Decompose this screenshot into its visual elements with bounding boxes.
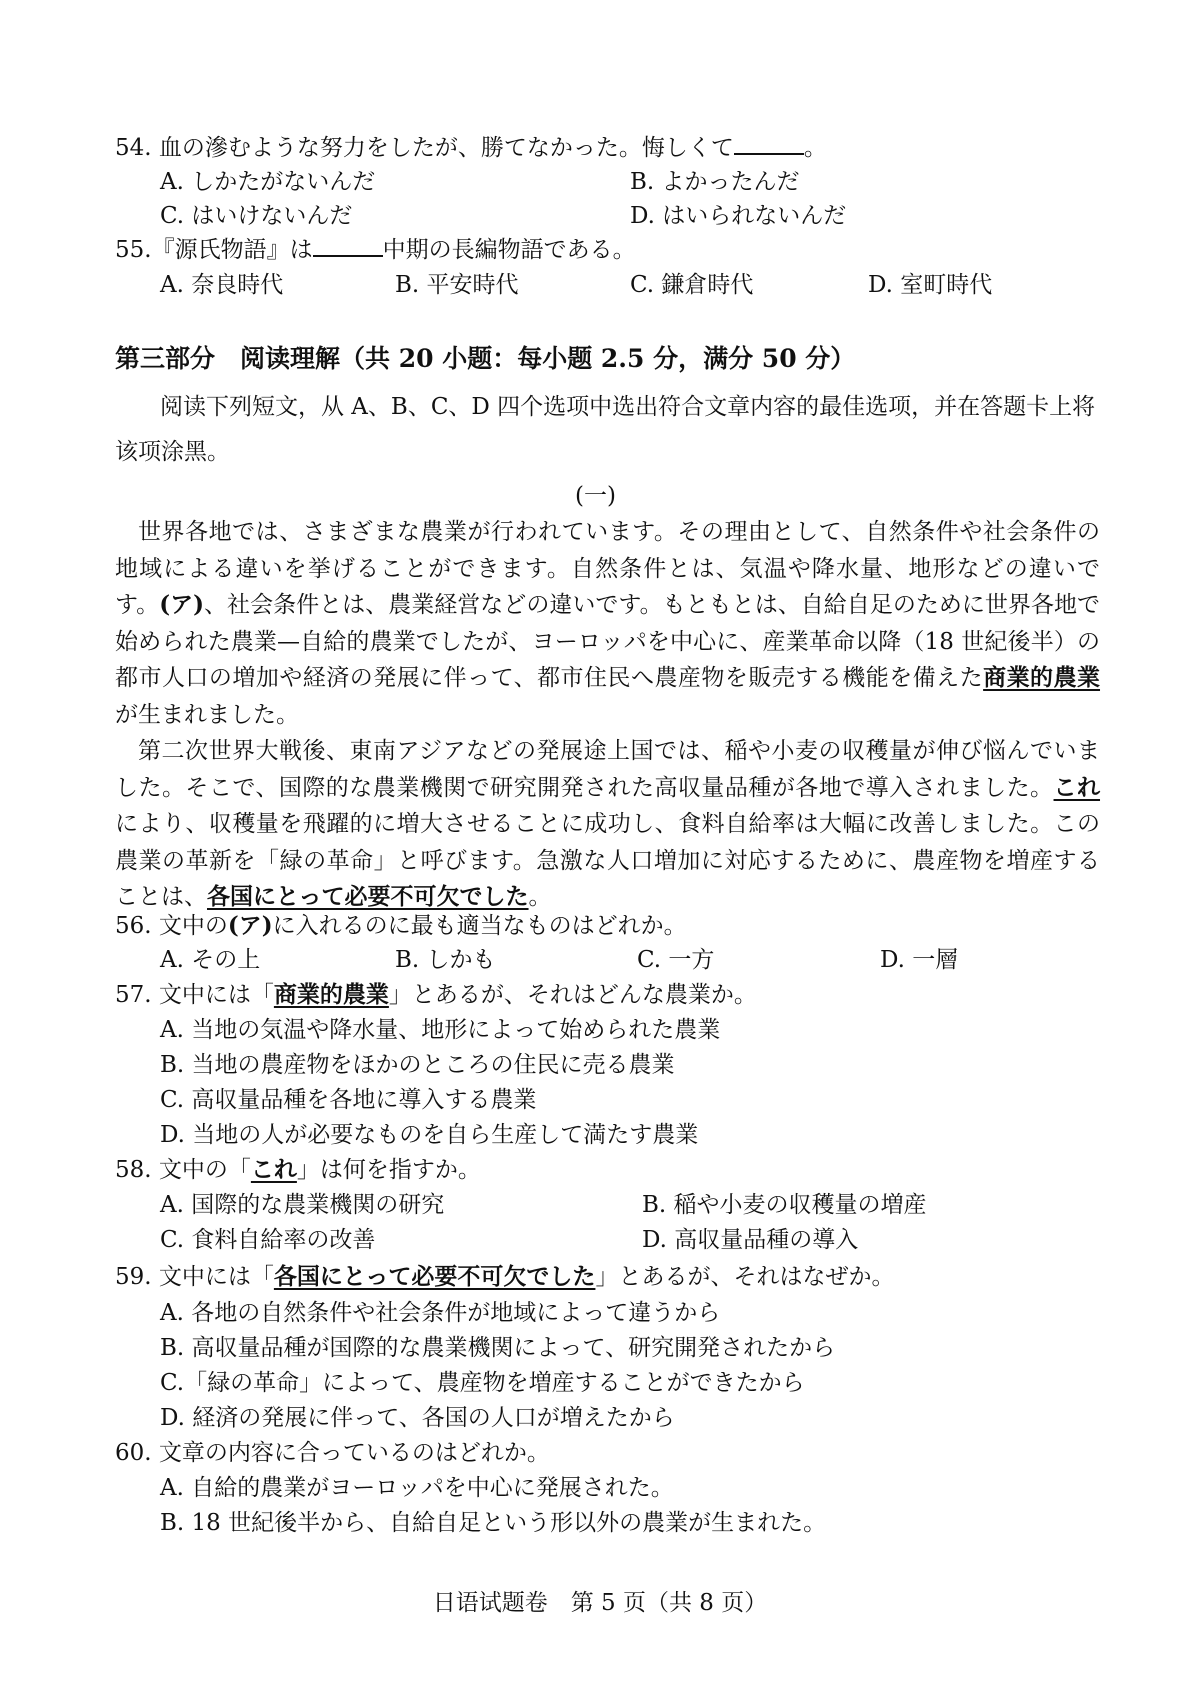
passage-text: 、社会条件とは、農業経営などの違いです。もともとは、自給自足のために世界各地で始められた農業—自給的農業でしたが、ヨーロッパを中心に、産業革命以降（18 世紀後半）の都市人口の増加や経済の発展に伴って、都市住民へ農産物を販売する機能を備えた <box>115 592 1100 691</box>
option-55-c: C. 鎌倉時代 <box>630 272 754 298</box>
passage-paragraph-1 <box>115 514 1100 733</box>
question-54 <box>115 133 827 163</box>
passage-text: により、収穫量を飛躍的に増大させることに成功し、食料自給率は大幅に改善しました。この農業の革新を「緑の革命」と呼びます。急激な人口増加に対応するために、農産物を増産することは、 <box>115 811 1100 910</box>
question-56 <box>115 911 687 941</box>
option-60-a: A. 自給的農業がヨーロッパを中心に発展された。 <box>160 1475 674 1501</box>
option-59-a: A. 各地の自然条件や社会条件が地域によって違うから <box>160 1300 721 1326</box>
option-54-a: A. しかたがないんだ <box>160 169 376 195</box>
underlined-term: 各国にとって必要不可欠でした <box>207 883 529 910</box>
section-instruction-cont: 该项涂黑。 <box>115 439 230 465</box>
option-58-b: B. 稲や小麦の収穫量の増産 <box>642 1192 927 1218</box>
option-58-a: A. 国際的な農業機関の研究 <box>160 1192 445 1218</box>
underlined-term: 各国にとって必要不可欠でした <box>273 1263 596 1290</box>
option-54-b: B. よかったんだ <box>630 169 800 195</box>
question-56-text: 56. 文中の <box>115 913 228 939</box>
passage-text: が生まれました。 <box>115 701 299 728</box>
page-footer: 日语试题卷 第 5 页（共 8 页） <box>432 1590 768 1616</box>
question-57-text: 57. 文中には「 <box>115 982 274 1008</box>
option-57-b: B. 当地の農産物をほかのところの住民に売る農業 <box>160 1052 675 1078</box>
question-55 <box>115 235 636 265</box>
question-58-text: 58. 文中の「 <box>115 1157 251 1183</box>
option-55-a: A. 奈良時代 <box>160 272 284 298</box>
underlined-term: 商業的農業 <box>983 664 1101 691</box>
option-55-b: B. 平安時代 <box>395 272 519 298</box>
question-55-end: 中期の長編物語である。 <box>382 237 636 263</box>
question-55-text: 55.『源氏物語』は <box>115 237 313 263</box>
option-59-b: B. 高収量品種が国際的な農業機関によって、研究開発されたから <box>160 1335 836 1361</box>
question-57 <box>115 980 757 1010</box>
option-56-b: B. しかも <box>395 947 496 973</box>
option-56-d: D. 一層 <box>880 947 959 973</box>
underlined-term: これ <box>1053 773 1101 801</box>
passage-text: 第二次世界大戦後、東南アジアなどの発展途上国では、稲や小麦の収穫量が伸び悩んでいました。そこで、国際的な農業機関で研究開発された高収量品種が各地で導入されました。 <box>115 738 1100 801</box>
section-instruction: 阅读下列短文，从 A、B、C、D 四个选项中选出符合文章内容的最佳选项，并在答题卡上将 <box>160 394 1096 420</box>
option-57-d: D. 当地の人が必要なものを自ら生産して満たす農業 <box>160 1122 699 1148</box>
question-58-end: 」は何を指すか。 <box>296 1157 481 1183</box>
option-56-a: A. その上 <box>160 947 261 973</box>
underlined-term: これ <box>250 1156 297 1183</box>
blank-marker: (ア) <box>227 912 273 939</box>
question-58 <box>115 1155 481 1185</box>
question-54-end: 。 <box>803 135 827 161</box>
question-54-text: 54. 血の滲むような努力をしたが、勝てなかった。悔しくて <box>115 135 734 161</box>
option-59-d: D. 経済の発展に伴って、各国の人口が増えたから <box>160 1405 675 1431</box>
passage-paragraph-2 <box>115 733 1100 916</box>
option-56-c: C. 一方 <box>637 947 715 973</box>
question-60: 60. 文章の内容に合っているのはどれか。 <box>115 1440 550 1466</box>
option-58-d: D. 高収量品種の導入 <box>642 1227 859 1253</box>
option-54-c: C. はいけないんだ <box>160 203 353 229</box>
option-57-a: A. 当地の気温や降水量、地形によって始められた農業 <box>160 1017 721 1043</box>
question-56-end: に入れるのに最も適当なものはどれか。 <box>272 913 687 939</box>
option-54-d: D. はいられないんだ <box>630 203 847 229</box>
question-59-end: 」とあるが、それはなぜか。 <box>595 1264 895 1290</box>
question-59-text: 59. 文中には「 <box>115 1264 274 1290</box>
passage-text: 世界各地では、さまざまな農業が行われています。その理由として、自然条件や社会条件の地域による違いを挙げることができます。自然条件とは、気温や降水量、地形などの違いです。 <box>115 519 1100 618</box>
question-59 <box>115 1262 894 1292</box>
question-57-end: 」とあるが、それはどんな農業か。 <box>388 982 757 1008</box>
blank-marker: (ア) <box>159 591 205 618</box>
option-57-c: C. 高収量品種を各地に導入する農業 <box>160 1087 537 1113</box>
option-58-c: C. 食料自給率の改善 <box>160 1227 376 1253</box>
passage-text: 。 <box>528 884 552 910</box>
option-60-b: B. 18 世紀後半から、自給自足という形以外の農業が生まれた。 <box>160 1510 827 1536</box>
answer-blank <box>734 133 804 155</box>
option-59-c: C.「緑の革命」によって、農産物を増産することができたから <box>160 1370 805 1396</box>
answer-blank <box>313 235 383 257</box>
passage-number: (一) <box>575 483 616 509</box>
section-title: 第三部分 阅读理解（共 20 小题：每小题 2.5 分，满分 50 分） <box>115 344 856 373</box>
option-55-d: D. 室町時代 <box>868 272 993 298</box>
underlined-term: 商業的農業 <box>273 981 389 1008</box>
